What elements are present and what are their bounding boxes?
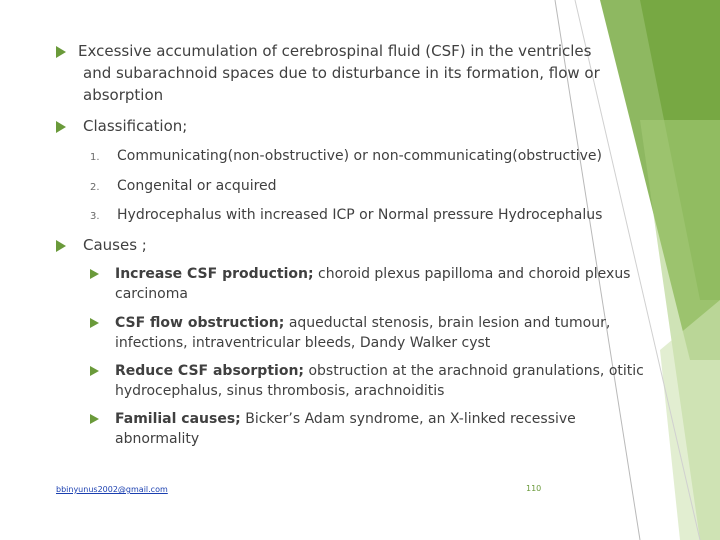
definition-line-3: absorption <box>83 86 164 104</box>
bullet-arrow-icon <box>90 414 99 424</box>
bullet-arrow-icon <box>56 46 66 58</box>
cause-title: Familial causes; <box>115 411 241 427</box>
bullet-arrow-icon <box>90 318 99 328</box>
bullet-arrow-icon <box>56 121 66 133</box>
classification-heading: Classification; <box>83 117 188 135</box>
cause-item-line-2: infections, intraventricular bleeds, Dandy Walker cyst <box>115 335 491 351</box>
bullet-arrow-icon <box>56 240 66 252</box>
footer-email-link[interactable]: bbinyunus2002@gmail.com <box>56 485 168 494</box>
cause-title: Reduce CSF absorption; <box>115 363 305 379</box>
list-number: 2. <box>90 182 100 193</box>
bullet-arrow-icon <box>90 366 99 376</box>
cause-item <box>115 361 644 381</box>
list-number: 1. <box>90 152 100 163</box>
cause-detail: obstruction at the arachnoid granulations, otitic <box>304 363 644 379</box>
cause-item-line-2: carcinoma <box>115 286 188 302</box>
cause-item <box>115 313 610 333</box>
page-number: 110 <box>526 484 542 493</box>
classification-item: Congenital or acquired <box>117 178 277 194</box>
cause-detail: Bicker’s Adam syndrome, an X-linked recessive <box>240 411 576 427</box>
classification-item: Communicating(non-obstructive) or non-communicating(obstructive) <box>117 148 602 164</box>
cause-title: CSF flow obstruction; <box>115 315 285 331</box>
bullet-arrow-icon <box>90 269 99 279</box>
cause-item <box>115 409 576 429</box>
list-number: 3. <box>90 211 100 222</box>
cause-title: Increase CSF production; <box>115 266 314 282</box>
cause-detail: choroid plexus papilloma and choroid plexus <box>313 266 631 282</box>
cause-item-line-2: abnormality <box>115 431 200 447</box>
cause-item-line-2: hydrocephalus, sinus thrombosis, arachnoiditis <box>115 383 445 399</box>
classification-item: Hydrocephalus with increased ICP or Normal pressure Hydrocephalus <box>117 207 603 223</box>
causes-heading: Causes ; <box>83 236 147 254</box>
definition-line-2: and subarachnoid spaces due to disturbance in its formation, flow or <box>83 64 600 82</box>
definition-line-1: Excessive accumulation of cerebrospinal fluid (CSF) in the ventricles <box>78 42 592 60</box>
cause-detail: aqueductal stenosis, brain lesion and tumour, <box>284 315 611 331</box>
cause-item <box>115 264 630 284</box>
